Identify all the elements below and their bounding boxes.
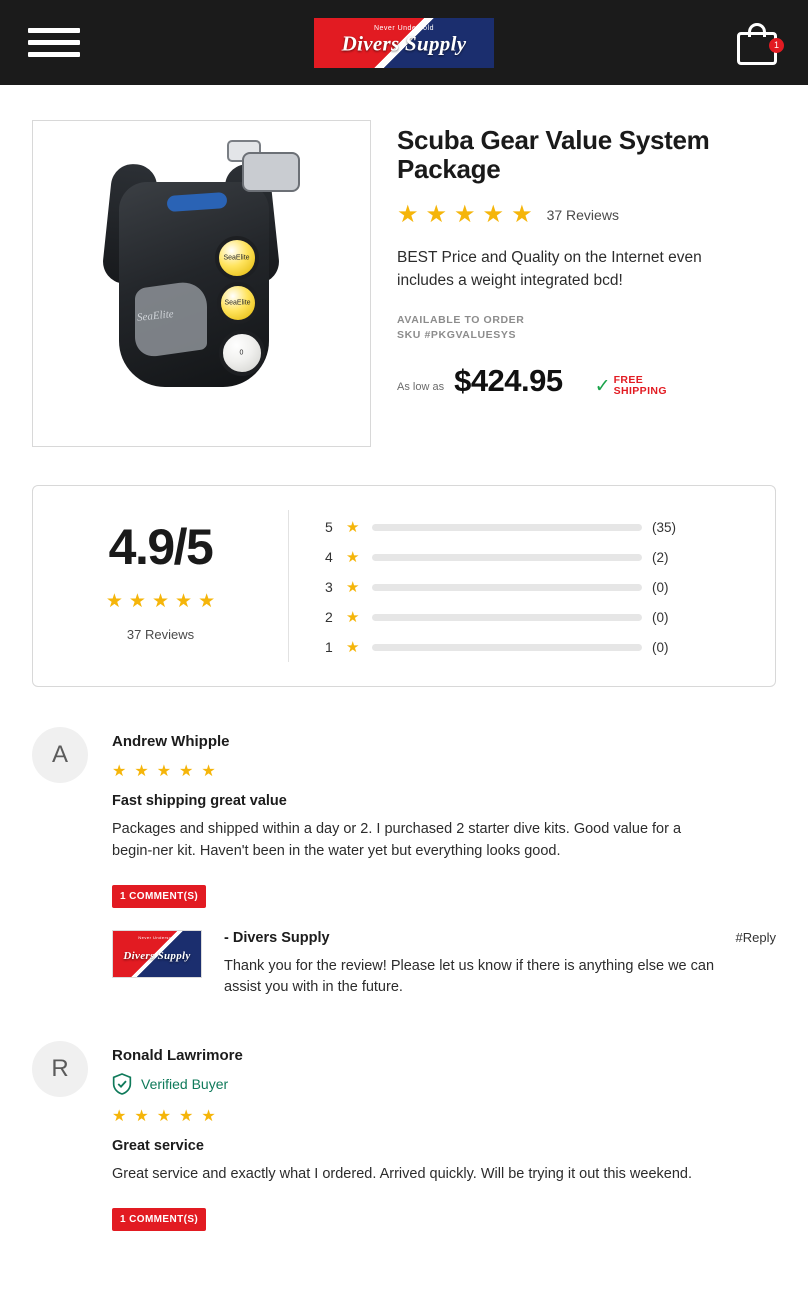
rating-bar-count: (35) [652,519,677,535]
review-title: Great service [112,1138,204,1154]
rating-bar-count: (2) [652,549,669,565]
rating-bar-track [372,644,642,651]
hamburger-bar [28,28,80,33]
verified-buyer-badge [112,1073,776,1095]
shield-check-icon [112,1073,132,1095]
review-stars [112,1106,776,1126]
free-shipping-line1: FREE [613,374,644,387]
rating-bar-count: (0) [652,639,669,655]
review-stars [112,761,776,781]
product-info [397,120,732,447]
rating-bar-track [372,614,642,621]
comment-count-badge[interactable]: 1 COMMENT(S) [112,1208,206,1231]
rating-bar-row[interactable] [325,512,751,542]
product-sku: SKU #PKGVALUESYS [397,329,517,342]
rating-distribution [289,510,775,662]
star-icon: ★ [179,1108,194,1125]
rating-bar-row[interactable] [325,572,751,602]
reply-author: - Divers Supply [224,929,330,946]
review-title: Fast shipping great value [112,793,287,809]
hamburger-bar [28,52,80,57]
rating-bar-label: 2 [325,609,333,625]
star-icon: ★ [346,519,360,536]
summary-review-count: 37 Reviews [126,627,195,642]
average-score: 4.9/5 [108,519,213,575]
review-item [32,727,776,999]
rating-bar-track [372,584,642,591]
page-title: Scuba Gear Value System Package [397,125,710,184]
star-icon: ★ [346,579,360,596]
review-score-block [33,510,289,662]
star-icon: ★ [201,763,216,780]
price-row [397,363,732,399]
rating-bar-label: 5 [325,519,333,535]
site-header [0,0,808,85]
star-icon: ★ [198,591,216,612]
availability-status: AVAILABLE TO ORDER [397,314,525,327]
star-icon: ★ [134,1108,149,1125]
hamburger-bar [28,40,80,45]
star-icon: ★ [346,639,360,656]
star-icon: ★ [454,201,476,229]
star-icon: ★ [128,591,146,612]
star-icon: ★ [346,609,360,626]
star-icon: ★ [201,1108,216,1125]
reply-button[interactable]: #Reply [735,929,776,945]
logo-brand: Divers Supply [123,949,191,962]
star-icon: ★ [175,591,193,612]
avatar: R [32,1041,88,1097]
logo-flag-icon [314,18,494,68]
rating-bar-track [372,554,642,561]
product-rating [397,203,732,227]
review-summary [32,485,776,687]
logo-tagline: Never Undersold [373,24,435,32]
merchant-logo [112,930,202,978]
product-section [0,85,808,447]
review-text: Packages and shipped within a day or 2. I purchased 2 starter dive kits. Good value for a begin-ner kit. Haven't been in the water yet but everything looks good. [112,821,682,859]
reviews-count-link[interactable]: 37 Reviews [546,207,619,224]
star-icon: ★ [179,763,194,780]
rating-bar-label: 4 [325,549,333,565]
star-icon: ★ [482,201,505,229]
reviewer-name: Andrew Whipple [112,733,230,750]
hamburger-menu-icon[interactable] [28,28,80,57]
star-icon: ★ [112,1108,127,1125]
rating-bar-row[interactable] [325,542,751,572]
star-icon: ★ [134,763,149,780]
product-description: BEST Price and Quality on the Internet even includes a weight integrated bcd! [397,249,702,289]
rating-stars [397,203,533,227]
product-price: $424.95 [454,363,563,399]
review-reply [112,930,776,1000]
rating-bar-label: 3 [325,579,333,595]
star-icon: ★ [425,201,448,229]
reviews-list [0,687,808,1303]
comment-count-badge[interactable]: 1 COMMENT(S) [112,885,206,908]
star-icon: ★ [346,549,360,566]
star-icon: ★ [156,763,172,780]
verified-buyer-label: Verified Buyer [141,1076,229,1092]
average-stars [33,590,288,613]
logo-brand: Divers Supply [341,31,467,55]
reviewer-name: Ronald Lawrimore [112,1047,243,1064]
free-shipping-badge [595,375,667,399]
reply-text: Thank you for the review! Please let us know if there is anything else we can assist you with in the future. [224,957,715,996]
as-low-as-label: As low as [397,381,445,394]
review-item [32,1041,776,1231]
cart-button[interactable] [734,20,780,66]
site-logo[interactable] [314,18,494,68]
check-icon: ✓ [594,375,611,397]
rating-bar-row[interactable] [325,632,751,662]
cart-count-badge: 1 [769,38,784,53]
rating-bar-row[interactable] [325,602,751,632]
star-icon: ★ [511,201,533,229]
avatar: A [32,727,88,783]
rating-bar-count: (0) [652,579,669,595]
star-icon: ★ [112,763,127,780]
rating-bar-track [372,524,642,531]
scuba-bcd-illustration: SeaElite SeaElite SeaElite 0 [77,134,327,434]
free-shipping-line2: SHIPPING [613,385,667,398]
logo-tagline: Never Undersold [138,934,176,940]
review-text: Great service and exactly what I ordered. Arrived quickly. Will be trying it out this weekend. [112,1166,692,1182]
star-icon: ★ [151,591,170,612]
star-icon: ★ [105,591,123,612]
star-icon: ★ [156,1108,172,1125]
product-image[interactable] [32,120,371,447]
star-icon: ★ [397,201,419,229]
rating-bar-count: (0) [652,609,669,625]
rating-bar-label: 1 [325,639,333,655]
